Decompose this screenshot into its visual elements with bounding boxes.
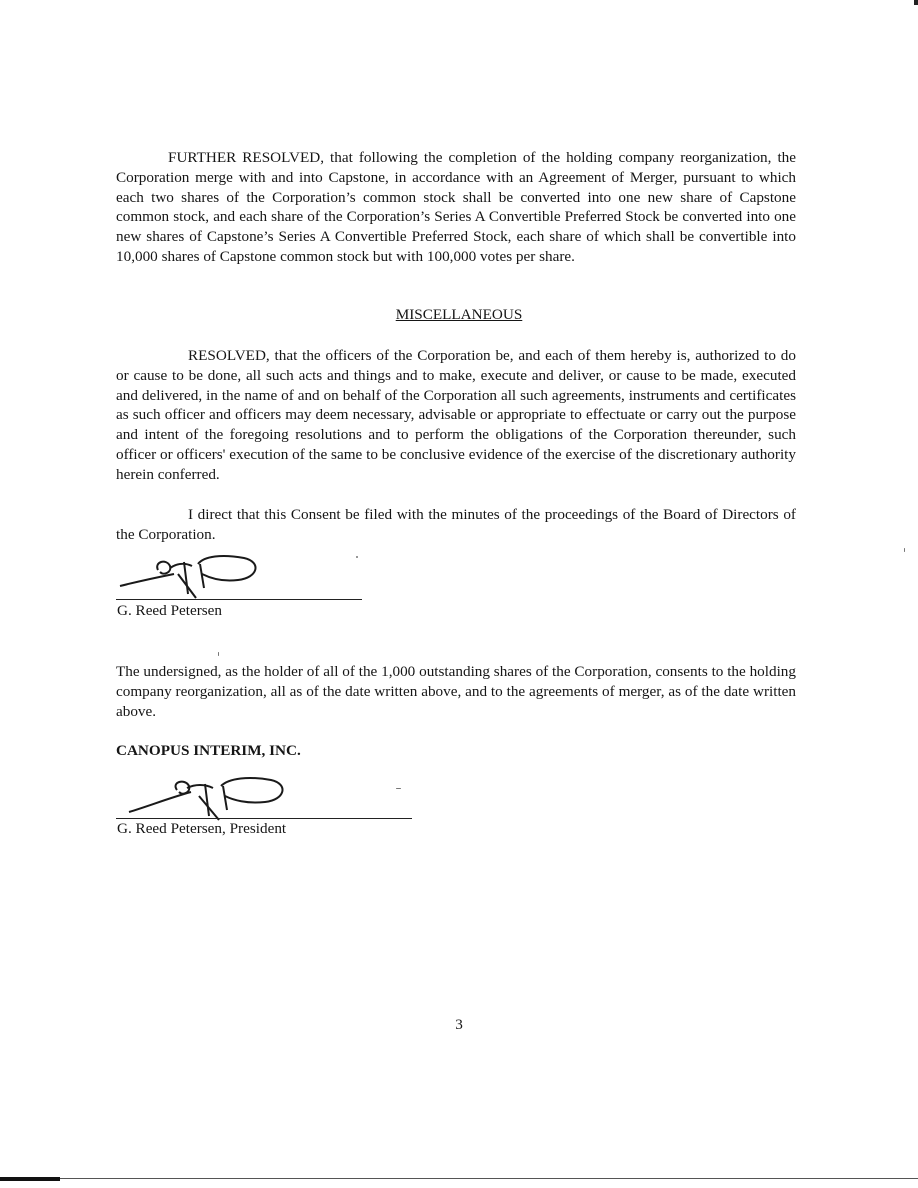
undersigned-consent-paragraph: The undersigned, as the holder of all of the 1,000 outstanding shares of the Corporation, consents to the holding company reorganization, all as of the date written above, and to the agreements of merger, as of the date written above. [116,663,796,720]
signature-line-1 [116,599,362,600]
scan-corner-mark [0,1177,60,1181]
page-number: 3 [455,1016,463,1033]
company-name: CANOPUS INTERIM, INC. [116,742,301,759]
signatory-name-2: G. Reed Petersen, President [117,820,287,837]
scan-speck [356,556,358,558]
section-heading: MISCELLANEOUS [395,306,523,323]
resolved-paragraph: RESOLVED, that the officers of the Corporation be, and each of them hereby is, authorized to do or cause to be done, all such acts and things and to make, execute and deliver, or cause to be made, executed and delivered, in the name of and on behalf of the Corporation all such agreements, instruments and certificates as such officer and officers may deem necessary, advisable or appropriate to effectuate or carry out the purpose and intent of the foregoing resolutions and to perform the obligations of the Corporation thereunder, such officer or officers' execution of the same to be conclusive evidence of the exercise of the discretionary authority herein conferred. [116,347,796,483]
direct-consent-paragraph: I direct that this Consent be filed with the minutes of the proceedings of the Board of Directors of the Corporation. [116,506,796,543]
further-resolved-paragraph: FURTHER RESOLVED, that following the completion of the holding company reorganization, the Corporation merge with and into Capstone, in accordance with an Agreement of Merger, pursuant to which each two shares of the Corporation’s common stock shall be converted into one new share of Capstone common stock, and each share of the Corporation’s Series A Convertible Preferred Stock be converted into one new shares of Capstone’s Series A Convertible Preferred Stock, each share of which shall be convertible into 10,000 shares of Capstone common stock but with 100,000 votes per share. [116,149,796,265]
scan-speck [396,788,401,789]
scan-speck [904,548,905,552]
scan-speck [218,652,219,656]
signature-line-2 [116,818,412,819]
scan-bottom-edge [0,1178,918,1179]
scan-edge-mark [914,0,918,5]
signatory-name-1: G. Reed Petersen [117,602,223,619]
